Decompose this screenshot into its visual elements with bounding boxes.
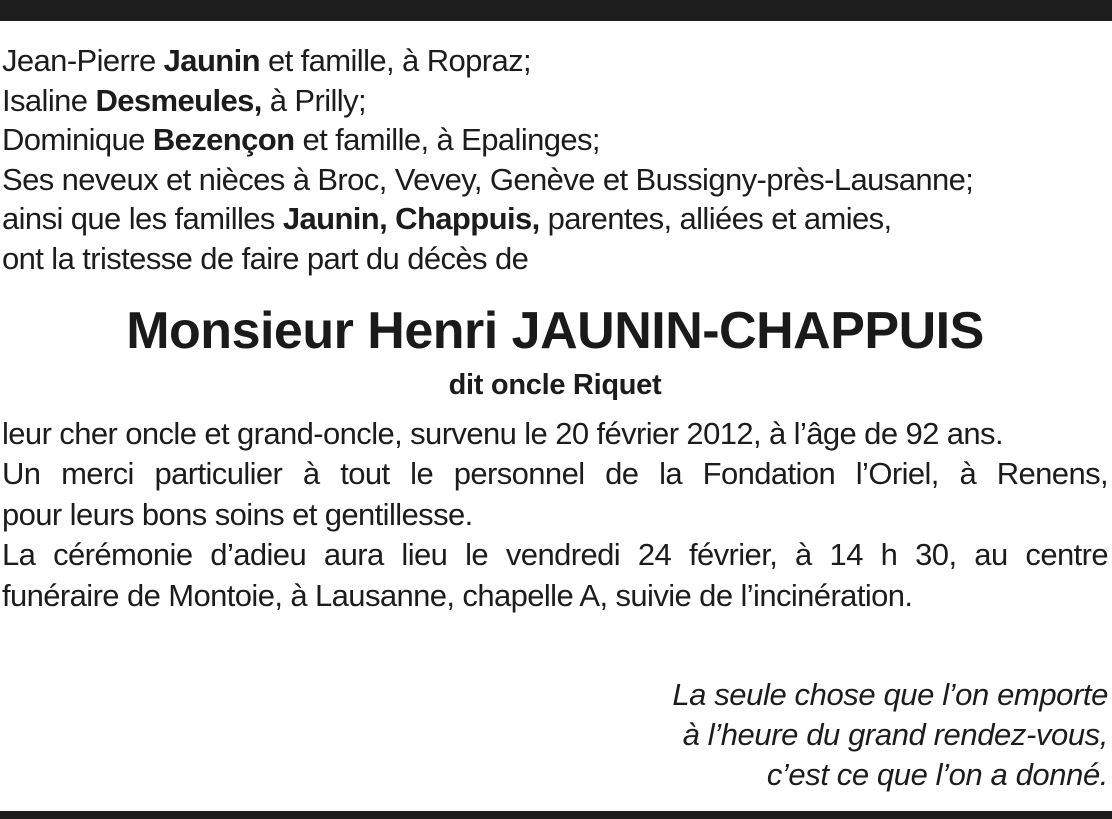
announcer-text: à Prilly;: [261, 82, 367, 118]
epitaph-line: c’est ce que l’on a donné.: [766, 757, 1108, 792]
family-name-bold: Jaunin: [163, 43, 260, 78]
announcer-line: [2, 81, 1108, 121]
announcer-text: Isaline: [2, 82, 96, 118]
obituary-notice: [2, 41, 1108, 616]
body-line: leur cher oncle et grand-oncle, survenu le 20 février 2012, à l’âge de 92 ans.: [2, 415, 1003, 451]
family-name-bold: Jaunin, Chappuis,: [282, 201, 540, 237]
announcer-text: et famille, à Epalinges;: [294, 122, 600, 158]
announcer-text: Jean-Pierre: [2, 43, 164, 78]
announcer-line: [2, 199, 1108, 239]
announcer-line: [2, 41, 1108, 81]
announcer-text: ainsi que les familles: [2, 201, 283, 237]
epitaph-line: à l’heure du grand rendez-vous,: [682, 717, 1108, 752]
body-line: funéraire de Montoie, à Lausanne, chapelle A, suivie de l’incinération.: [2, 577, 913, 613]
announcer-text: Ses neveux et nièces à Broc, Vevey, Genève et Bussigny-près-Lausanne;: [2, 161, 974, 197]
announcer-text: ont la tristesse de faire part du décès de: [2, 240, 529, 276]
body-line: pour leurs bons soins et gentillesse.: [2, 496, 473, 532]
body-line: La cérémonie d’adieu aura lieu le vendredi 24 février, à 14 h 30, au centre: [2, 537, 1108, 573]
epitaph-line: La seule chose que l’on emporte: [672, 677, 1108, 712]
epitaph-quote: [672, 675, 1108, 795]
announcer-text: Dominique: [2, 122, 153, 158]
announcer-text: parentes, alliées et amies,: [539, 201, 892, 237]
family-name-bold: Bezençon: [152, 122, 295, 158]
announcer-line: [2, 239, 1108, 279]
top-border-rule: [0, 0, 1112, 21]
announcer-text: et famille, à Ropraz;: [259, 43, 532, 78]
bottom-border-rule: [0, 811, 1112, 819]
deceased-name: Monsieur Henri JAUNIN-CHAPPUIS: [126, 301, 984, 360]
deceased-nickname: dit oncle Riquet: [448, 368, 662, 401]
body-line: Un merci particulier à tout le personnel de la Fondation l’Oriel, à Renens,: [2, 456, 1108, 492]
announcer-line: [2, 120, 1108, 160]
announcer-list: [2, 41, 1108, 279]
announcer-line: [2, 160, 1108, 200]
family-name-bold: Desmeules,: [95, 82, 262, 118]
notice-body: [2, 414, 1108, 617]
